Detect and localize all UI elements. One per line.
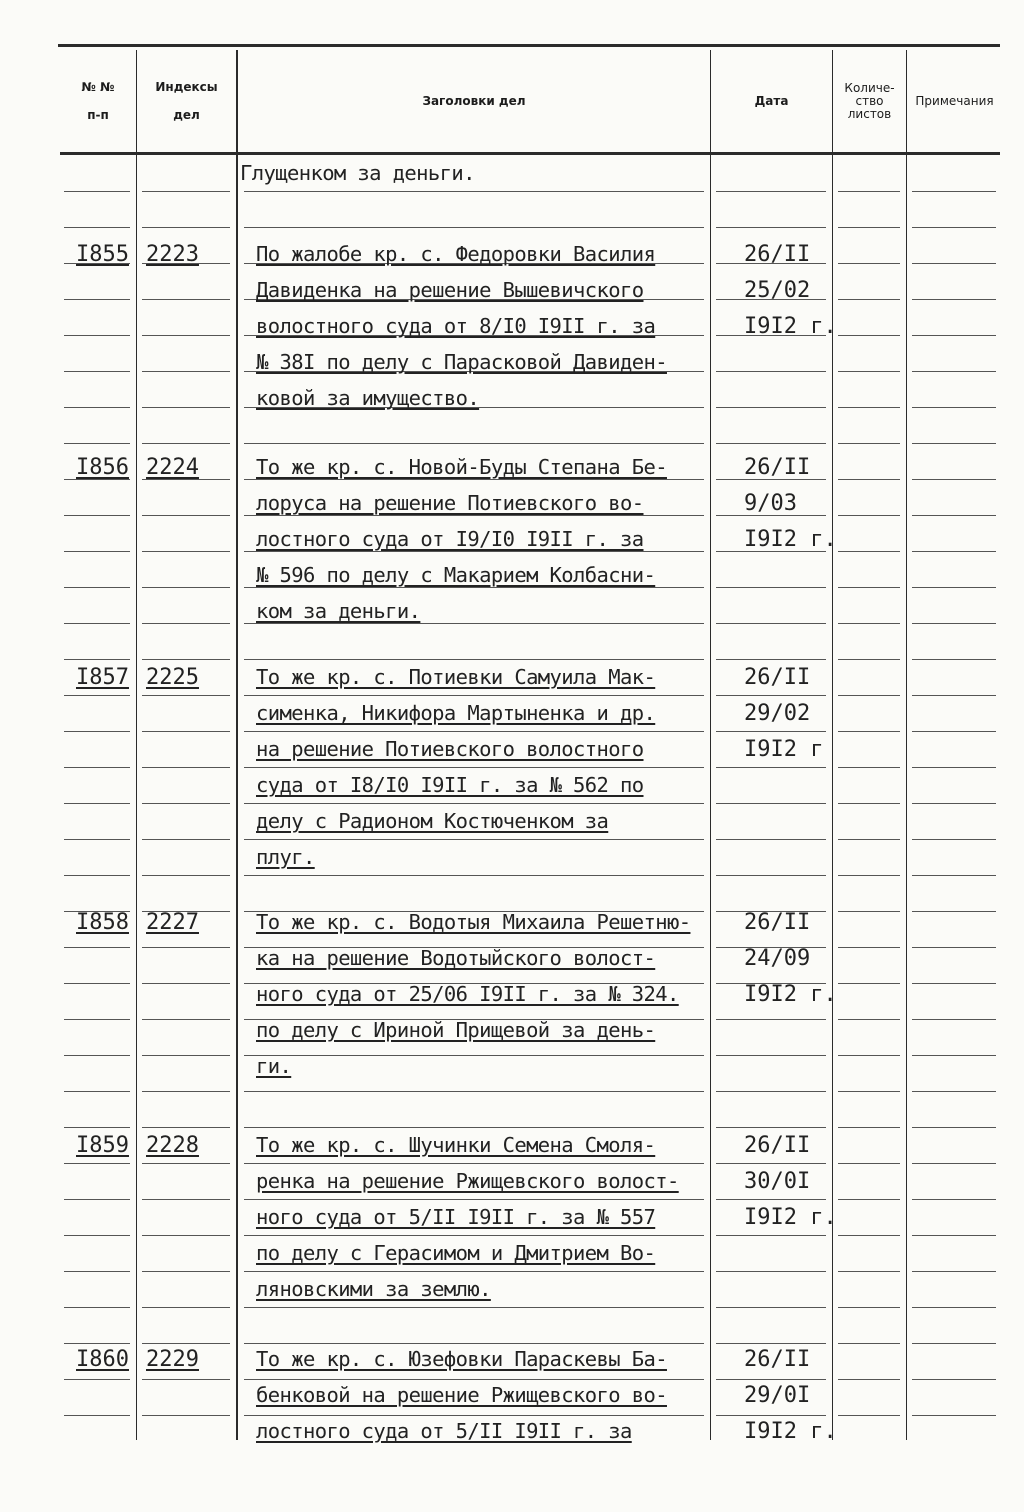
ruled-line: [716, 227, 826, 228]
ruled-line: [142, 1271, 230, 1272]
ruled-line: [64, 191, 130, 192]
ruled-line: [838, 227, 900, 228]
ruled-line: [142, 551, 230, 552]
ruled-line: [64, 515, 130, 516]
ruled-line: [244, 227, 704, 228]
ruled-line: [838, 695, 900, 696]
ruled-line: [142, 947, 230, 948]
ruled-line: [912, 1379, 996, 1380]
ruled-line: [838, 1091, 900, 1092]
record-title-line: на решение Потиевского волостного: [256, 737, 644, 761]
ruled-line: [716, 839, 826, 840]
ruled-line: [142, 335, 230, 336]
ruled-line: [838, 299, 900, 300]
header-date: [711, 50, 832, 152]
ruled-line: [64, 587, 130, 588]
header-title-label: Заголовки дел: [422, 94, 526, 108]
ruled-line: [64, 1235, 130, 1236]
ruled-line: [912, 407, 996, 408]
header-number: [60, 50, 136, 152]
record-date: 29/0I: [744, 1383, 811, 1408]
ruled-line: [838, 767, 900, 768]
ruled-line: [912, 1415, 996, 1416]
ruled-line: [142, 803, 230, 804]
ruled-line: [912, 875, 996, 876]
ruled-line: [142, 623, 230, 624]
ruled-line: [838, 839, 900, 840]
ruled-line: [142, 1055, 230, 1056]
record-date: I9I2 г: [744, 737, 824, 762]
record-date: I9I2 г.: [744, 1205, 837, 1230]
ruled-line: [142, 1163, 230, 1164]
ruled-line: [912, 587, 996, 588]
record-title-line: То же кр. с. Водотыя Михаила Решетню-: [256, 910, 691, 934]
record-title-line: ляновскими за землю.: [256, 1277, 491, 1301]
record-date: 26/II: [744, 1347, 811, 1372]
ruled-line: [912, 299, 996, 300]
ruled-line: [716, 1235, 826, 1236]
ruled-line: [838, 1127, 900, 1128]
record-date: 26/II: [744, 455, 811, 480]
col-rule-5: [906, 50, 907, 1440]
ruled-line: [912, 1163, 996, 1164]
ruled-line: [142, 1019, 230, 1020]
ruled-line: [838, 1055, 900, 1056]
record-index: 2223: [146, 242, 199, 267]
record-title-line: волостного суда от 8/I0 I9II г. за: [256, 314, 656, 338]
ruled-line: [142, 299, 230, 300]
header-index-label: Индексы: [155, 80, 218, 94]
ruled-line: [912, 191, 996, 192]
ruled-line: [716, 1307, 826, 1308]
header-number-label: № №: [81, 80, 115, 94]
ruled-line: [912, 263, 996, 264]
record-title-line: плуг.: [256, 845, 315, 869]
ruled-line: [912, 695, 996, 696]
ruled-line: [142, 443, 230, 444]
ruled-line: [912, 371, 996, 372]
ruled-line: [64, 1307, 130, 1308]
header-sheets-3: листов: [847, 106, 892, 121]
ruled-line: [142, 1415, 230, 1416]
ruled-line: [912, 983, 996, 984]
ruled-line: [838, 1343, 900, 1344]
ruled-line: [64, 695, 130, 696]
header-sheets-1: Количе-: [844, 80, 895, 95]
ruled-line: [912, 659, 996, 660]
ruled-line: [142, 695, 230, 696]
ruled-line: [142, 587, 230, 588]
ruled-line: [838, 1019, 900, 1020]
ruled-line: [838, 659, 900, 660]
record-date: 26/II: [744, 1133, 811, 1158]
ruled-line: [716, 803, 826, 804]
record-index: 2227: [146, 910, 199, 935]
header-notes: [907, 50, 1002, 152]
header-bottom-rule: [60, 152, 1000, 155]
ruled-line: [912, 947, 996, 948]
top-rule: [58, 44, 1000, 47]
ruled-line: [716, 623, 826, 624]
ruled-line: [912, 551, 996, 552]
ruled-line: [716, 371, 826, 372]
ruled-line: [716, 1271, 826, 1272]
ruled-line: [838, 803, 900, 804]
ruled-line: [838, 983, 900, 984]
ruled-line: [142, 1379, 230, 1380]
record-date: 26/II: [744, 242, 811, 267]
ruled-line: [838, 551, 900, 552]
ruled-line: [64, 803, 130, 804]
ruled-line: [716, 443, 826, 444]
record-date: 9/03: [744, 491, 797, 516]
ruled-line: [142, 767, 230, 768]
record-title-line: Давиденка на решение Вышевичского: [256, 278, 644, 302]
ruled-line: [142, 191, 230, 192]
ruled-line: [838, 1163, 900, 1164]
ruled-line: [912, 803, 996, 804]
ruled-line: [64, 371, 130, 372]
ruled-line: [912, 1091, 996, 1092]
ruled-line: [838, 1235, 900, 1236]
ruled-line: [244, 443, 704, 444]
ruled-line: [64, 1163, 130, 1164]
ruled-line: [838, 731, 900, 732]
ruled-line: [838, 263, 900, 264]
ruled-line: [912, 767, 996, 768]
record-title-line: по делу с Герасимом и Дмитрием Во-: [256, 1241, 656, 1265]
ruled-line: [912, 1199, 996, 1200]
record-date: I9I2 г.: [744, 982, 837, 1007]
ruled-line: [716, 587, 826, 588]
record-title-line: По жалобе кр. с. Федоровки Василия: [256, 242, 656, 266]
ruled-line: [838, 371, 900, 372]
ruled-line: [142, 371, 230, 372]
ruled-line: [912, 515, 996, 516]
record-index: 2225: [146, 665, 199, 690]
ruled-line: [244, 1091, 704, 1092]
record-title-line: ковой за имущество.: [256, 386, 480, 410]
record-date: 24/09: [744, 946, 811, 971]
header-number-sub: п-п: [87, 108, 109, 122]
ruled-line: [912, 1271, 996, 1272]
ruled-line: [244, 1055, 704, 1056]
ruled-line: [142, 839, 230, 840]
ruled-line: [64, 623, 130, 624]
ruled-line: [142, 1091, 230, 1092]
ruled-line: [838, 1379, 900, 1380]
continuation-text: Глущенком за деньги.: [240, 161, 475, 185]
ruled-line: [838, 1271, 900, 1272]
record-title-line: ренка на решение Ржищевского волост-: [256, 1169, 679, 1193]
record-date: 29/02: [744, 701, 811, 726]
record-title-line: То же кр. с. Шучинки Семена Смоля-: [256, 1133, 656, 1157]
record-title-line: сименка, Никифора Мартыненка и др.: [256, 701, 656, 725]
record-index: 2228: [146, 1133, 199, 1158]
ruled-line: [142, 407, 230, 408]
ruled-line: [244, 191, 704, 192]
ruled-line: [838, 407, 900, 408]
ruled-line: [838, 443, 900, 444]
ruled-line: [64, 299, 130, 300]
ruled-line: [142, 731, 230, 732]
record-title-line: То же кр. с. Новой-Буды Степана Бе-: [256, 455, 667, 479]
record-number: I857: [76, 665, 129, 690]
record-title-line: ги.: [256, 1054, 292, 1078]
col-rule-2: [236, 50, 238, 1440]
ruled-line: [64, 839, 130, 840]
record-number: I855: [76, 242, 129, 267]
record-date: I9I2 г.: [744, 527, 837, 552]
ruled-line: [838, 1415, 900, 1416]
ruled-line: [716, 1055, 826, 1056]
ruled-line: [64, 1271, 130, 1272]
record-title-line: № 596 по делу с Макарием Колбасни-: [256, 563, 656, 587]
ruled-line: [142, 1235, 230, 1236]
ruled-line: [838, 875, 900, 876]
ruled-line: [716, 1019, 826, 1020]
ruled-line: [64, 1379, 130, 1380]
header-index-sub: дел: [173, 108, 200, 122]
record-number: I856: [76, 455, 129, 480]
record-index: 2229: [146, 1347, 199, 1372]
ruled-line: [244, 1307, 704, 1308]
record-date: I9I2 г.: [744, 314, 837, 339]
ruled-line: [64, 335, 130, 336]
record-date: 26/II: [744, 910, 811, 935]
record-date: 26/II: [744, 665, 811, 690]
ruled-line: [912, 731, 996, 732]
ruled-line: [838, 1307, 900, 1308]
ruled-line: [838, 911, 900, 912]
record-title-line: ного суда от 25/06 I9II г. за № 324.: [256, 982, 679, 1006]
record-title-line: лостного суда от 5/II I9II г. за: [256, 1419, 632, 1443]
record-date: 30/0I: [744, 1169, 811, 1194]
record-number: I858: [76, 910, 129, 935]
ruled-line: [64, 227, 130, 228]
ruled-line: [142, 1199, 230, 1200]
record-title-line: лостного суда от I9/I0 I9II г. за: [256, 527, 644, 551]
ruled-line: [142, 875, 230, 876]
ruled-line: [838, 515, 900, 516]
col-rule-3: [710, 50, 711, 1440]
record-date: I9I2 г.: [744, 1419, 837, 1444]
record-date: 25/02: [744, 278, 811, 303]
ruled-line: [912, 1307, 996, 1308]
ruled-line: [142, 1307, 230, 1308]
record-title-line: делу с Радионом Костюченком за: [256, 809, 609, 833]
ruled-line: [912, 839, 996, 840]
ruled-line: [912, 1127, 996, 1128]
record-number: I859: [76, 1133, 129, 1158]
ruled-line: [912, 1055, 996, 1056]
ruled-line: [716, 1091, 826, 1092]
record-title-line: суда от I8/I0 I9II г. за № 562 по: [256, 773, 644, 797]
ruled-line: [838, 587, 900, 588]
ruled-line: [64, 551, 130, 552]
record-title-line: лоруса на решение Потиевского во-: [256, 491, 644, 515]
record-title-line: ком за деньги.: [256, 599, 421, 623]
ruled-line: [716, 191, 826, 192]
record-title-line: То же кр. с. Потиевки Самуила Мак-: [256, 665, 656, 689]
ruled-line: [912, 443, 996, 444]
ruled-line: [142, 515, 230, 516]
ruled-line: [64, 1019, 130, 1020]
ruled-line: [64, 1199, 130, 1200]
record-title-line: бенковой на решение Ржищевского во-: [256, 1383, 667, 1407]
ruled-line: [64, 767, 130, 768]
ruled-line: [716, 767, 826, 768]
ruled-line: [912, 1019, 996, 1020]
record-title-line: № 38I по делу с Парасковой Давиден-: [256, 350, 667, 374]
header-notes-label: Примечания: [915, 93, 994, 108]
ruled-line: [64, 947, 130, 948]
ruled-line: [838, 947, 900, 948]
ruled-line: [912, 335, 996, 336]
header-index: [137, 50, 236, 152]
ruled-line: [912, 479, 996, 480]
record-title-line: по делу с Ириной Прищевой за день-: [256, 1018, 656, 1042]
ruled-line: [716, 407, 826, 408]
ruled-line: [64, 1055, 130, 1056]
header-sheets-2: ство: [855, 93, 884, 108]
ruled-line: [912, 1235, 996, 1236]
record-title-line: То же кр. с. Юзефовки Параскевы Ба-: [256, 1347, 667, 1371]
ruled-line: [64, 731, 130, 732]
ruled-line: [244, 875, 704, 876]
ruled-line: [64, 983, 130, 984]
ruled-line: [912, 623, 996, 624]
ruled-line: [838, 335, 900, 336]
ruled-line: [838, 191, 900, 192]
record-index: 2224: [146, 455, 199, 480]
header-title: [238, 50, 710, 152]
ruled-line: [142, 227, 230, 228]
ruled-line: [912, 227, 996, 228]
ruled-line: [912, 1343, 996, 1344]
record-title-line: ного суда от 5/II I9II г. за № 557: [256, 1205, 656, 1229]
ruled-line: [64, 407, 130, 408]
ruled-line: [838, 1199, 900, 1200]
header-date-label: Дата: [754, 94, 789, 108]
record-number: I860: [76, 1347, 129, 1372]
ruled-line: [838, 623, 900, 624]
ruled-line: [64, 443, 130, 444]
col-rule-1: [136, 50, 137, 1440]
ruled-line: [838, 479, 900, 480]
ruled-line: [64, 1415, 130, 1416]
header-sheets: [833, 50, 906, 152]
ruled-line: [716, 875, 826, 876]
record-title-line: ка на решение Водотыйского волост-: [256, 946, 656, 970]
ruled-line: [912, 911, 996, 912]
ruled-line: [64, 875, 130, 876]
ruled-line: [142, 983, 230, 984]
ruled-line: [64, 1091, 130, 1092]
